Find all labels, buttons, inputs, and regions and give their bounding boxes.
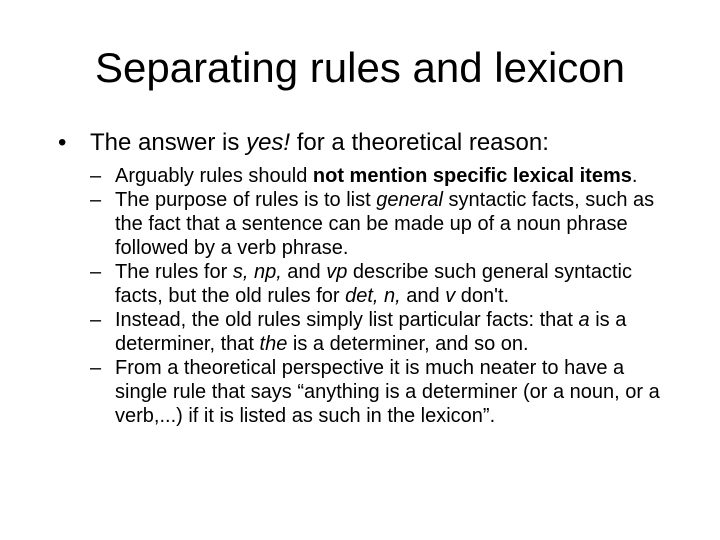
bullet-text-part: The answer is bbox=[90, 129, 247, 156]
subpoint-italic: s, np, bbox=[232, 261, 282, 283]
subpoint-text: is a determiner, and so on. bbox=[287, 333, 529, 355]
dash-marker: – bbox=[90, 261, 102, 283]
subpoint-item bbox=[90, 164, 660, 188]
subpoint-text: syntactic facts, such as the fact that a sentence can be made up of a noun phrase followed by a verb phrase. bbox=[115, 189, 655, 259]
subpoint-bold: not mention specific lexical items bbox=[312, 165, 632, 187]
bullet-marker: • bbox=[58, 129, 67, 156]
dash-marker: – bbox=[90, 165, 102, 187]
subpoint-italic: det, n, bbox=[345, 285, 401, 307]
subpoint-item bbox=[90, 356, 660, 428]
subpoint-text: The purpose of rules is to list bbox=[115, 189, 377, 211]
subpoint-text: Arguably rules should bbox=[115, 165, 313, 187]
subpoint-item bbox=[90, 308, 660, 356]
subpoint-text: is a determiner, that bbox=[115, 309, 627, 355]
subpoint-item bbox=[90, 260, 660, 308]
subpoint-italic: a bbox=[578, 309, 590, 331]
subpoint-text: Instead, the old rules simply list particular facts: that bbox=[115, 309, 579, 331]
subpoint-italic: v bbox=[445, 285, 456, 307]
subpoint-text: don't. bbox=[455, 285, 510, 307]
subpoint-text: From a theoretical perspective it is much neater to have a single rule that says “anything is a determiner (or a noun, or a verb,...) if it is listed as such in the lexicon”. bbox=[115, 357, 660, 427]
subpoint-text: describe such general syntactic facts, but the old rules for bbox=[115, 261, 632, 307]
slide-title: Separating rules and lexicon bbox=[94, 44, 625, 91]
dash-marker: – bbox=[90, 309, 102, 331]
subpoint-list bbox=[90, 164, 660, 428]
subpoint-item bbox=[90, 188, 660, 260]
subpoint-text: The rules for bbox=[115, 261, 233, 283]
dash-marker: – bbox=[90, 189, 102, 211]
subpoint-text: . bbox=[631, 165, 638, 187]
subpoint-text: and bbox=[400, 285, 446, 307]
subpoint-text: and bbox=[281, 261, 327, 283]
main-bullet-text bbox=[90, 126, 549, 160]
subpoint-italic: vp bbox=[326, 261, 348, 283]
bullet-text-emphasis: yes! bbox=[246, 129, 291, 156]
bullet-text-part: for a theoretical reason: bbox=[290, 129, 549, 156]
subpoint-italic: the bbox=[259, 333, 288, 355]
subpoint-italic: general bbox=[376, 189, 443, 211]
dash-marker: – bbox=[90, 357, 102, 379]
